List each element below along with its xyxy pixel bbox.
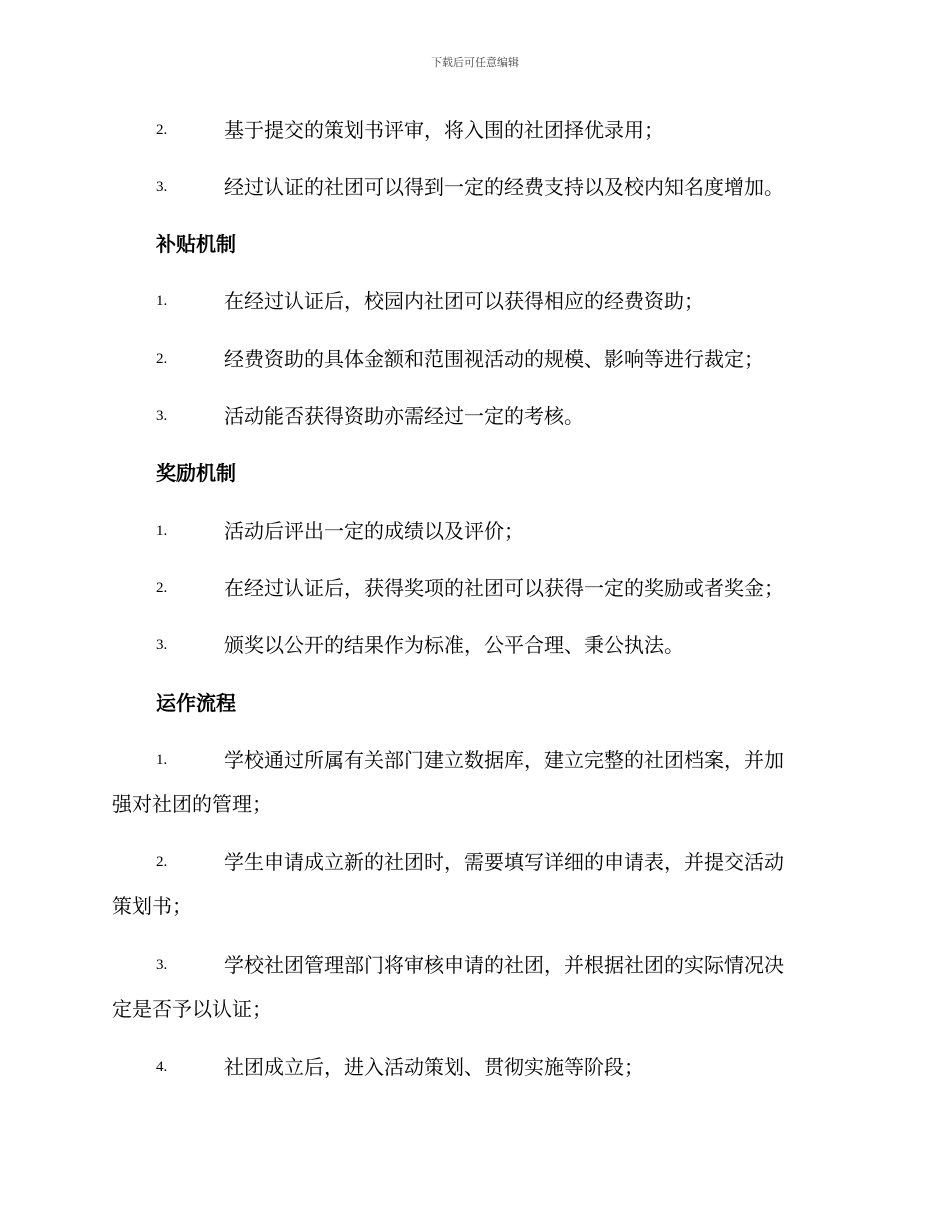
list-text: 学校社团管理部门将审核申请的社团，并根据社团的实际情况决 <box>224 953 784 977</box>
list-number: 1. <box>156 752 168 768</box>
section-heading-reward: 奖励机制 <box>156 461 236 485</box>
list-text: 学校通过所属有关部门建立数据库，建立完整的社团档案，并加 <box>224 748 784 772</box>
list-text-continued: 定是否予以认证； <box>112 997 272 1021</box>
list-text: 活动能否获得资助亦需经过一定的考核。 <box>224 404 584 428</box>
list-text-continued: 策划书； <box>112 894 192 918</box>
list-text: 在经过认证后，获得奖项的社团可以获得一定的奖励或者奖金； <box>224 576 784 600</box>
list-number: 1. <box>156 293 168 309</box>
list-number: 4. <box>156 1059 168 1075</box>
list-number: 2. <box>156 351 168 367</box>
page-header: 下载后可任意编辑 <box>431 56 519 69</box>
section-heading-subsidy: 补贴机制 <box>156 232 236 256</box>
list-text: 社团成立后，进入活动策划、贯彻实施等阶段； <box>224 1055 644 1079</box>
section-heading-process: 运作流程 <box>156 691 236 715</box>
list-text-continued: 强对社团的管理； <box>112 792 272 816</box>
list-number: 2. <box>156 122 168 138</box>
list-text: 学生申请成立新的社团时，需要填写详细的申请表，并提交活动 <box>224 850 784 874</box>
list-text: 经过认证的社团可以得到一定的经费支持以及校内知名度增加。 <box>224 175 784 199</box>
list-number: 1. <box>156 523 168 539</box>
list-number: 2. <box>156 854 168 870</box>
list-text: 基于提交的策划书评审，将入围的社团择优录用； <box>224 118 664 142</box>
list-text: 活动后评出一定的成绩以及评价； <box>224 519 524 543</box>
list-text: 在经过认证后，校园内社团可以获得相应的经费资助； <box>224 289 704 313</box>
list-number: 3. <box>156 957 168 973</box>
list-number: 3. <box>156 637 168 653</box>
list-text: 颁奖以公开的结果作为标准，公平合理、秉公执法。 <box>224 633 684 657</box>
list-text: 经费资助的具体金额和范围视活动的规模、影响等进行裁定； <box>224 347 764 371</box>
list-number: 2. <box>156 580 168 596</box>
list-number: 3. <box>156 179 168 195</box>
list-number: 3. <box>156 408 168 424</box>
